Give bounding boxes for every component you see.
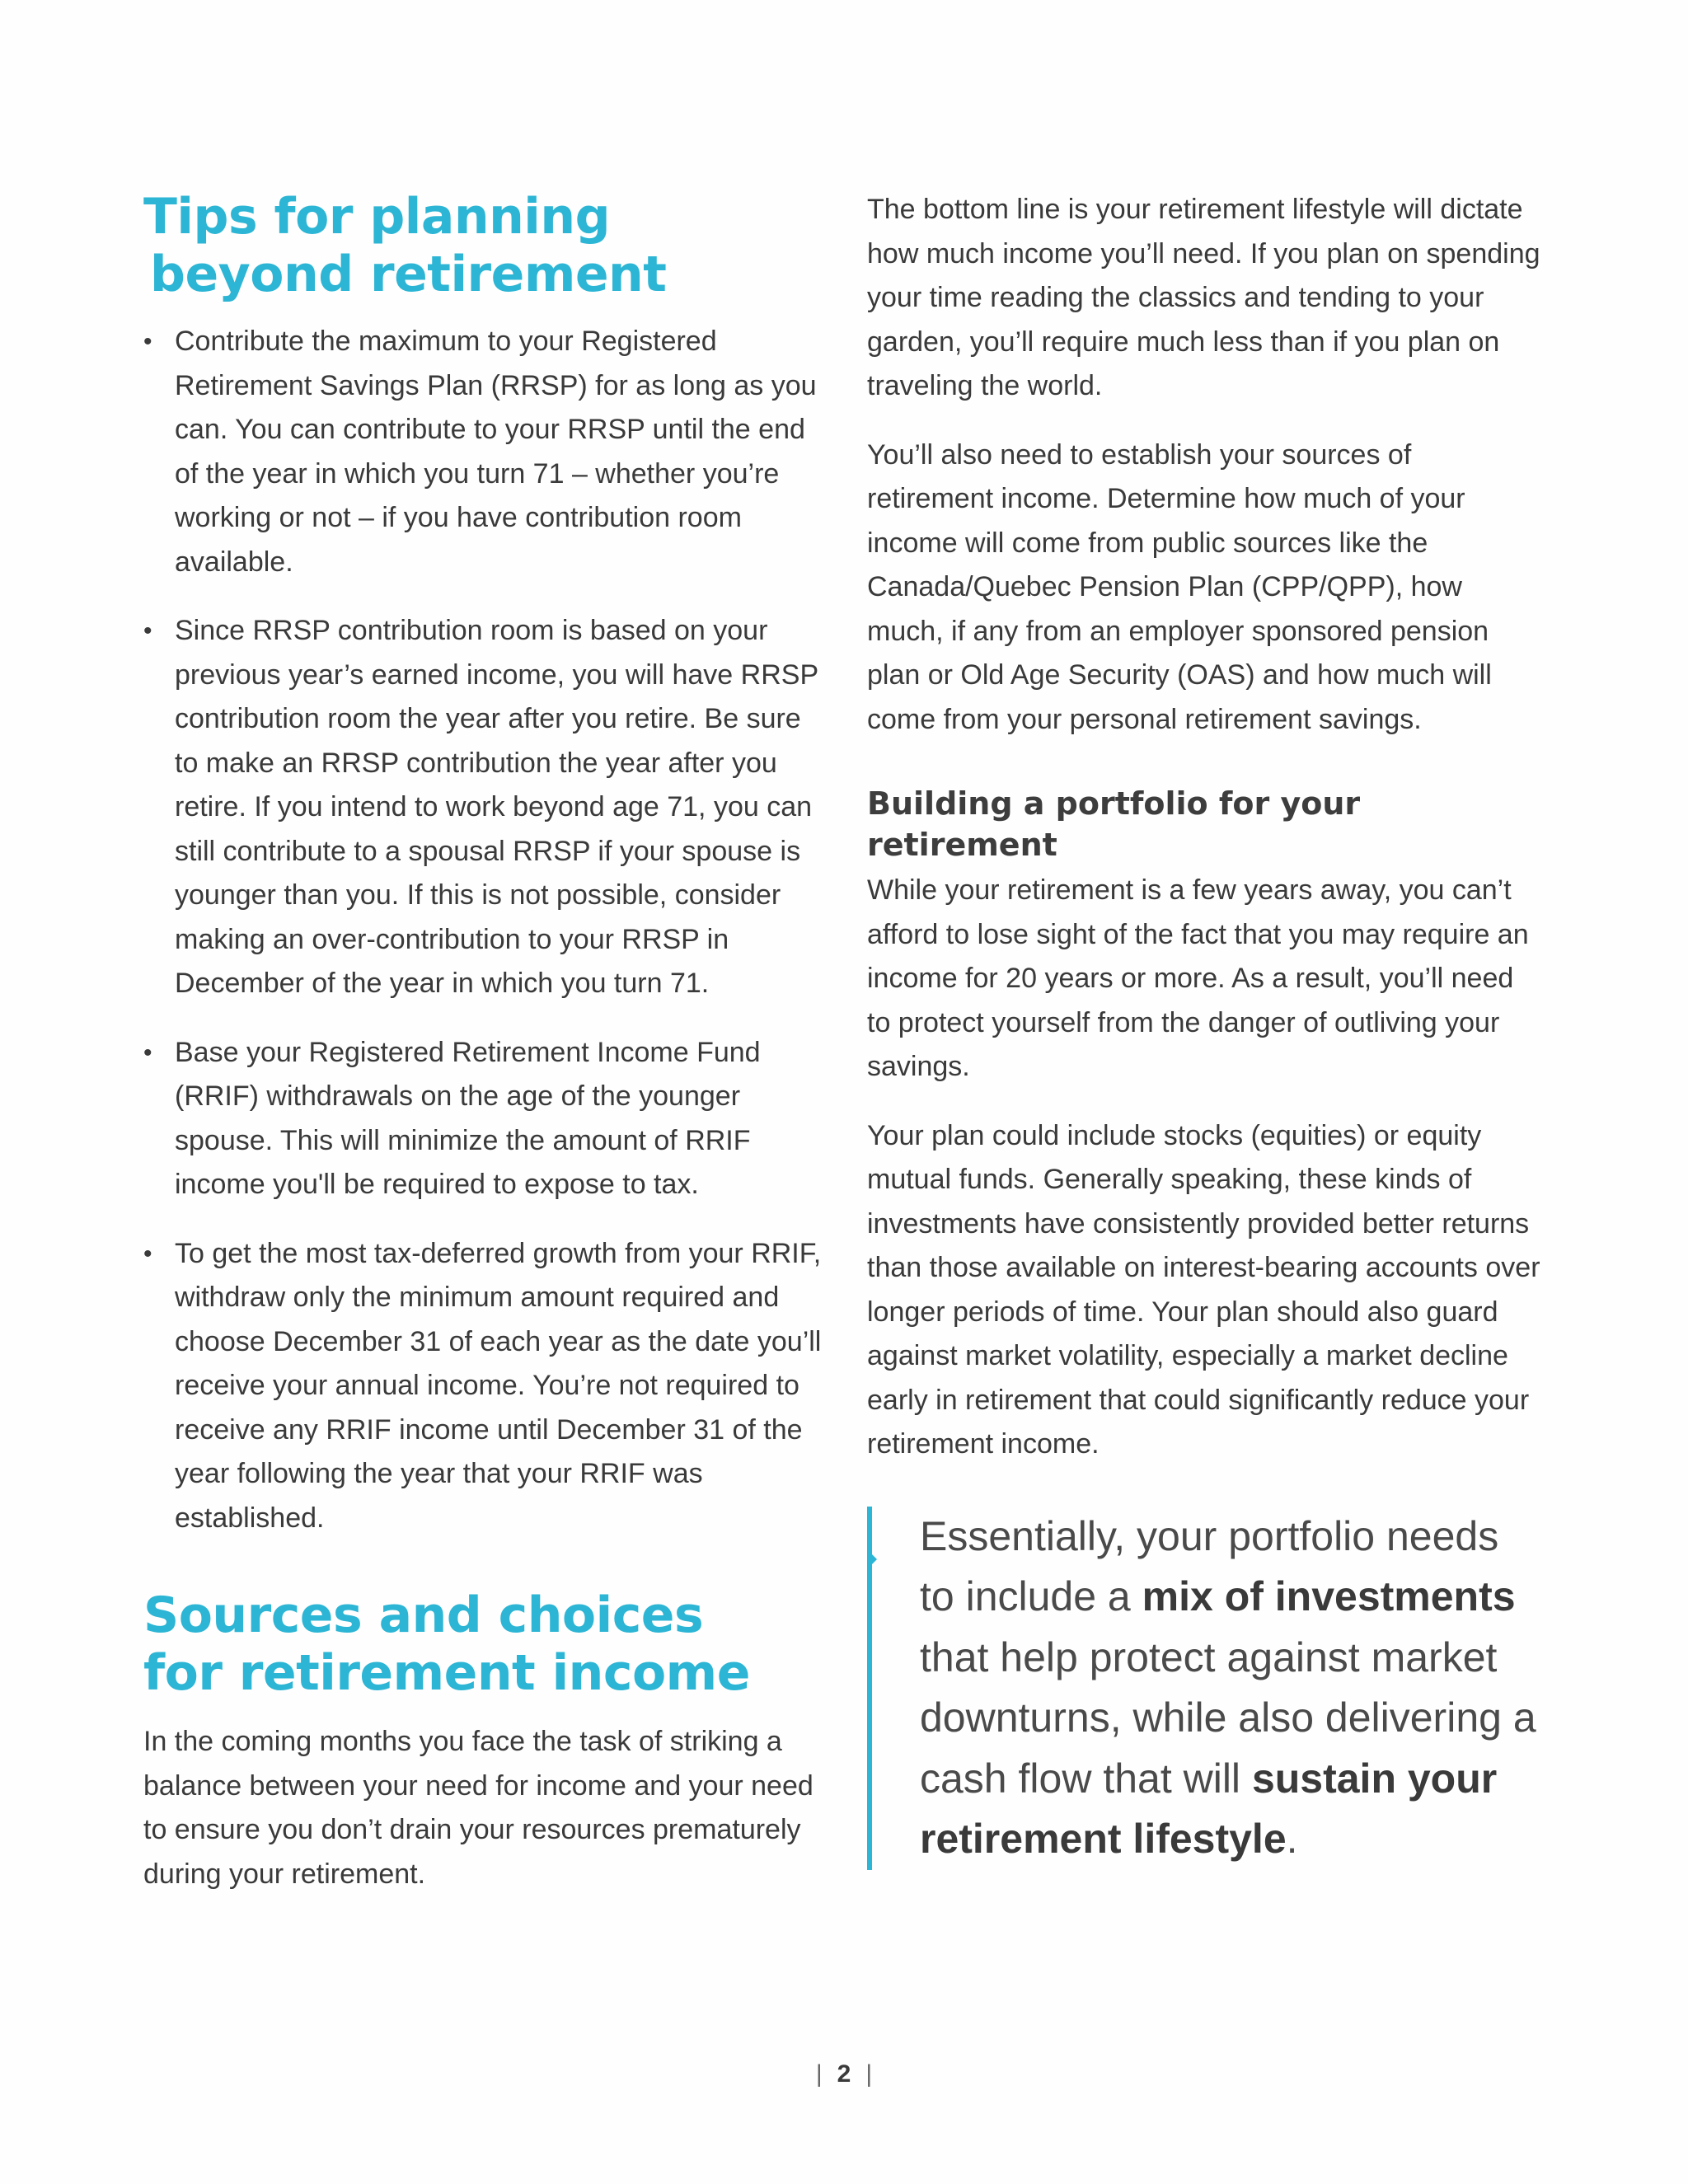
tip-text: Base your Registered Retirement Income Fund (RRIF) withdrawals on the age of the younger spouse. This will minimize the amount of RRIF income you'll be required to expose to tax. <box>175 1036 761 1200</box>
quote-text <box>920 1507 1543 1870</box>
income-sources-paragraph: You’ll also need to establish your sources of retirement income. Determine how much of your income will come from public sources like the Canada/Quebec Pension Plan (CPP/QPP), how much, if any from an employer sponsored pension plan or Old Age Security (OAS) and how much will come from your personal retirement savings. <box>867 438 1492 735</box>
tip-text: Since RRSP contribution room is based on your previous year’s earned income, you will have RRSP contribution room the year after you retire. Be sure to make an RRSP contribution the year after you retire. If you intend to work beyond age 71, you can still contribute to a spousal RRSP if your spouse is younger than you. If this is not possible, consider making an over-contribution to your RRSP in December of the year in which you turn 71. <box>175 615 818 999</box>
quote-marker-icon <box>867 1549 877 1569</box>
tips-heading <box>143 188 828 303</box>
quote-part2: that help protect against market downturns, while also delivering a cash flow that will <box>920 1633 1536 1802</box>
lifestyle-paragraph: The bottom line is your retirement lifestyle will dictate how much income you’ll need. If you plan on spending your time reading the classics and tending to your garden, you’ll require much less than if you plan on traveling the world. <box>867 194 1540 401</box>
bullet-icon: • <box>143 1038 152 1066</box>
left-column <box>143 188 828 1896</box>
list-item <box>143 1031 828 1207</box>
list-item <box>143 320 828 584</box>
tips-heading-line1: Tips for planning <box>143 188 611 246</box>
portfolio-subheading: Building a portfolio for your retirement <box>867 785 1361 863</box>
bullet-icon: • <box>143 617 152 644</box>
footer-separator-right: | <box>865 2060 873 2088</box>
tips-heading-line2: beyond retirement <box>150 246 667 303</box>
investments-paragraph: Your plan could include stocks (equities) or equity mutual funds. Generally speaking, these kinds of investments have consistently provided better returns than those available on interest-bearing accounts over longer periods of time. Your plan should also guard against market volatility, especially a market decline early in retirement that could significantly reduce your retirement income. <box>867 1119 1540 1460</box>
sources-body: In the coming months you face the task of striking a balance between your need for income and your need to ensure you don’t drain your resources prematurely during your retirement. <box>143 1726 814 1890</box>
page-footer <box>0 2060 1688 2088</box>
tips-list <box>143 320 828 1540</box>
sources-section <box>143 1586 828 1896</box>
sources-heading <box>143 1586 828 1702</box>
quote-part3: . <box>1286 1816 1298 1862</box>
footer-separator-left: | <box>815 2060 823 2088</box>
quote-emphasis-sustain: sustain your retirement lifestyle <box>920 1755 1498 1862</box>
tip-text: Contribute the maximum to your Registered Retirement Savings Plan (RRSP) for as long as you can. You can contribute to your RRSP until the end of the year in which you turn 71 – whether you’re working or not – if you have contribution room available. <box>175 326 817 578</box>
page-number: 2 <box>837 2060 851 2088</box>
right-column <box>867 188 1543 1870</box>
pull-quote <box>867 1507 1543 1870</box>
list-item <box>143 1232 828 1541</box>
quote-emphasis-mix: mix of investments <box>1142 1573 1516 1619</box>
bullet-icon: • <box>143 1240 152 1268</box>
bullet-icon: • <box>143 328 152 355</box>
sources-heading-line2: for retirement income <box>143 1644 750 1702</box>
quote-part1: Essentially, your portfolio needs to include a <box>920 1512 1499 1619</box>
list-item <box>143 609 828 1006</box>
portfolio-paragraph: While your retirement is a few years away, you can’t afford to lose sight of the fact that you may require an income for 20 years or more. As a result, you’ll need to protect yourself from the danger of outliving your savings. <box>867 874 1529 1082</box>
sources-heading-line1: Sources and choices <box>143 1586 704 1644</box>
tip-text: To get the most tax-deferred growth from your RRIF, withdraw only the minimum amount required and choose December 31 of each year as the date you’ll receive your annual income. You’re not required to receive any RRIF income until December 31 of the year following the year that your RRIF was established. <box>175 1237 822 1534</box>
